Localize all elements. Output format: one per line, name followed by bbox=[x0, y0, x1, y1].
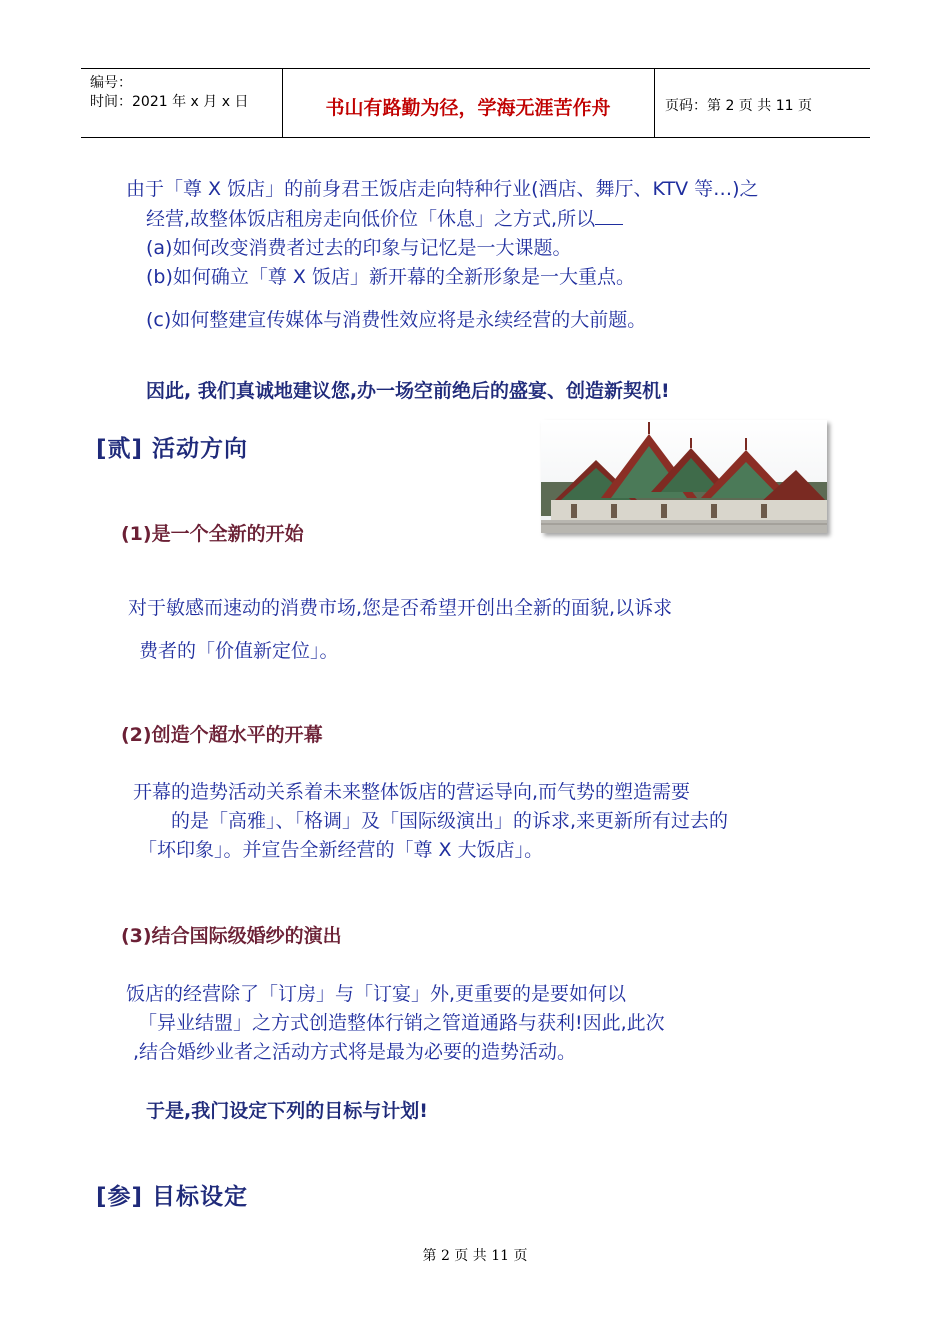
intro-item-b: (b)如何确立「尊 X 饭店」新开幕的全新形象是一大重点。 bbox=[146, 266, 635, 288]
fill-in-blank bbox=[595, 206, 623, 225]
paragraph-line: ,结合婚纱业者之活动方式将是最为必要的造势活动。 bbox=[133, 1041, 577, 1063]
intro-conclusion: 因此, 我们真诚地建议您,办一场空前绝后的盛宴、创造新契机! bbox=[146, 380, 670, 402]
document-date: 时间：2021 年 x 月 x 日 bbox=[90, 94, 249, 110]
paragraph-line: 费者的「价值新定位」。 bbox=[139, 640, 339, 662]
paragraph-line: 饭店的经营除了「订房」与「订宴」外,更重要的是要如何以 bbox=[126, 983, 627, 1005]
intro-line: 经营,故整体饭店租房走向低价位「休息」之方式,所以 bbox=[146, 204, 623, 231]
intro-item-c: (c)如何整建宣传媒体与消费性效应将是永续经营的大前题。 bbox=[146, 309, 647, 331]
section-title-activity-direction: [贰] 活动方向 bbox=[96, 436, 249, 462]
paragraph-line: 的是「高雅」、「格调」及「国际级演出」的诉求,来更新所有过去的 bbox=[171, 810, 729, 832]
header-divider bbox=[654, 69, 655, 137]
section2-conclusion: 于是,我门设定下列的目标与计划! bbox=[146, 1100, 428, 1122]
paragraph-line: 「坏印象」。并宣告全新经营的「尊 X 大饭店」。 bbox=[138, 839, 544, 861]
intro-line: 由于「尊 X 饭店」的前身君王饭店走向特种行业(酒店、舞厅、KTV 等…)之 bbox=[126, 178, 759, 200]
temple-photo-drawing bbox=[541, 420, 827, 533]
section-title-goal-setting: [参] 目标设定 bbox=[96, 1184, 249, 1210]
subheading-wedding-show: (3)结合国际级婚纱的演出 bbox=[121, 925, 342, 947]
intro-item-a: (a)如何改变消费者过去的印象与记忆是一大课题。 bbox=[146, 237, 572, 259]
temple-photo bbox=[541, 420, 827, 533]
paragraph-line: 开幕的造势活动关系着未来整体饭店的营运导向,而气势的塑造需要 bbox=[133, 781, 691, 803]
subheading-new-beginning: (1)是一个全新的开始 bbox=[121, 523, 304, 545]
header-table bbox=[81, 68, 870, 138]
paragraph-line: 对于敏感而速动的消费市场,您是否希望开创出全新的面貌,以诉求 bbox=[128, 597, 673, 619]
header-motto: 书山有路勤为径，学海无涯苦作舟 bbox=[325, 97, 611, 119]
header-page-info: 页码：第 2 页 共 11 页 bbox=[665, 98, 812, 114]
page-footer: 第 2 页 共 11 页 bbox=[422, 1248, 528, 1264]
subheading-grand-opening: (2)创造个超水平的开幕 bbox=[121, 724, 323, 746]
document-number-label: 编号： bbox=[90, 75, 132, 91]
paragraph-line: 「异业结盟」之方式创造整体行销之管道通路与获利!因此,此次 bbox=[138, 1012, 665, 1034]
